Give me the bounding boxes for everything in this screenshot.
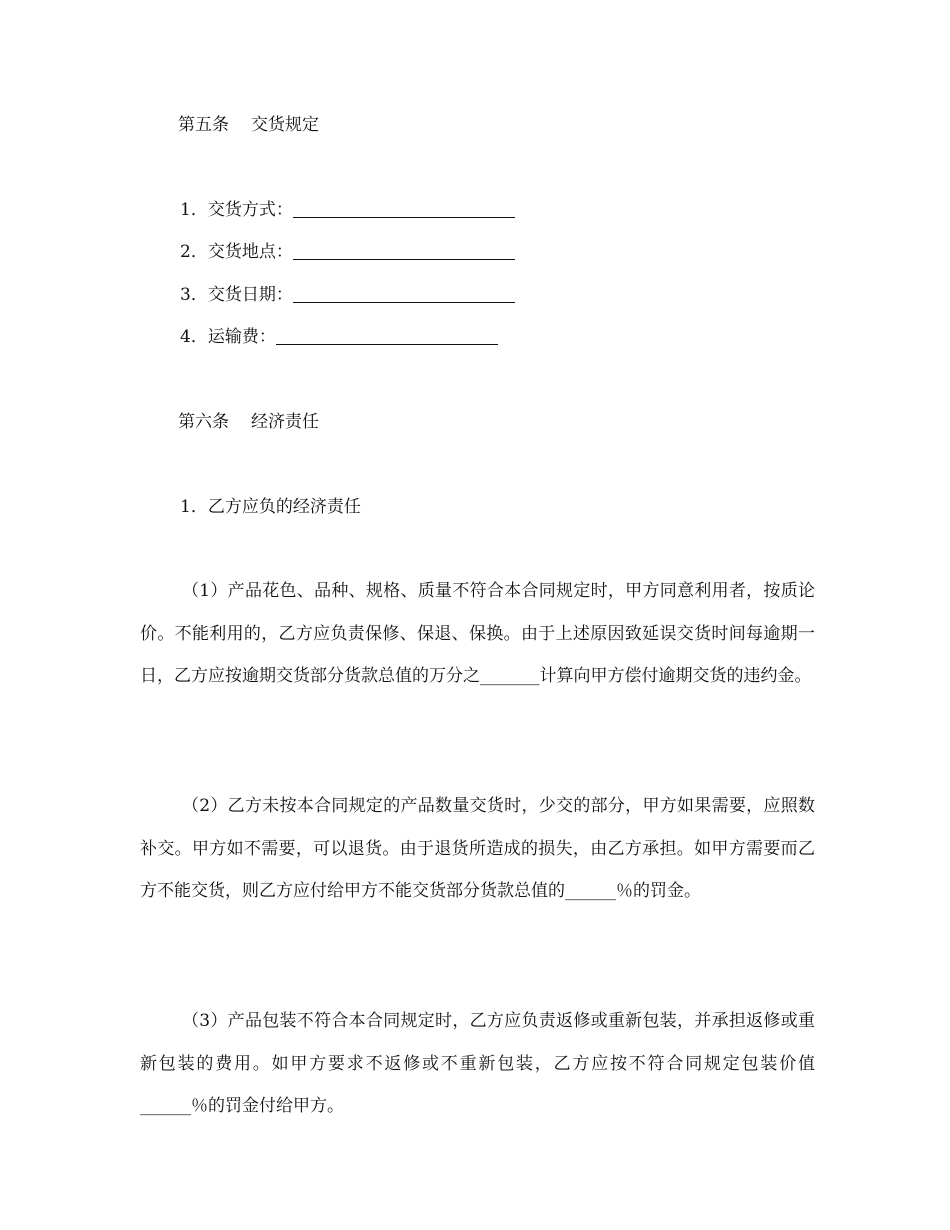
article-5-number: 第五条 — [178, 115, 229, 135]
item-number: 1． — [180, 200, 208, 220]
clause-1-paragraph — [140, 570, 815, 698]
freight-blank[interactable] — [276, 326, 498, 345]
article-6-number: 第六条 — [178, 412, 229, 432]
article-5-heading — [178, 113, 319, 137]
delivery-method-label: 交货方式： — [207, 200, 293, 220]
delivery-method-item — [180, 198, 515, 222]
delivery-method-blank[interactable] — [293, 199, 515, 218]
item-number: 2． — [180, 242, 208, 262]
item-number: 3． — [180, 285, 208, 305]
freight-item — [180, 325, 498, 349]
freight-label: 运输费： — [207, 327, 276, 347]
delivery-date-item — [180, 283, 515, 307]
clause-1-blank[interactable]: _______ — [480, 666, 540, 686]
article-6-heading — [178, 410, 319, 434]
clause-2-paragraph — [140, 785, 815, 913]
delivery-date-blank[interactable] — [293, 284, 515, 303]
clause-2-text-end: ％的罚金。 — [616, 881, 701, 901]
clause-1-text: （1）产品花色、品种、规格、质量不符合本合同规定时，甲方同意利用者，按质论价。不能利用的，乙方应负责保修、保退、保换。由于上述原因致延误交货时间每逾期一日，乙方应按逾期交货部分货款总值的万分之 — [140, 581, 815, 686]
article-5-title: 交货规定 — [251, 115, 319, 135]
item-number: 4． — [180, 327, 208, 347]
delivery-date-label: 交货日期： — [207, 285, 293, 305]
delivery-location-label: 交货地点： — [207, 242, 293, 262]
clause-2-blank[interactable]: ______ — [565, 881, 616, 901]
clause-1-text-end: 计算向甲方偿付逾期交货的违约金。 — [539, 666, 812, 686]
clause-2-text: （2）乙方未按本合同规定的产品数量交货时，少交的部分，甲方如果需要，应照数补交。甲方如不需要，可以退货。由于退货所造成的损失，由乙方承担。如甲方需要而乙方不能交货，则乙方应付给甲方不能交货部分货款总值的 — [140, 796, 815, 901]
article-6-title: 经济责任 — [251, 412, 319, 432]
delivery-location-blank[interactable] — [293, 241, 515, 260]
clause-3-blank[interactable]: ______ — [140, 1096, 191, 1116]
clause-3-text: （3）产品包装不符合本合同规定时，乙方应负责返修或重新包装，并承担返修或重新包装的费用。如甲方要求不返修或不重新包装，乙方应按不符合同规定包装价值 — [140, 1011, 815, 1074]
party-b-liability-heading: 1．乙方应负的经济责任 — [180, 497, 361, 517]
clause-3-text-end: ％的罚金付给甲方。 — [191, 1096, 344, 1116]
delivery-location-item — [180, 240, 515, 264]
clause-3-paragraph — [140, 1000, 815, 1128]
